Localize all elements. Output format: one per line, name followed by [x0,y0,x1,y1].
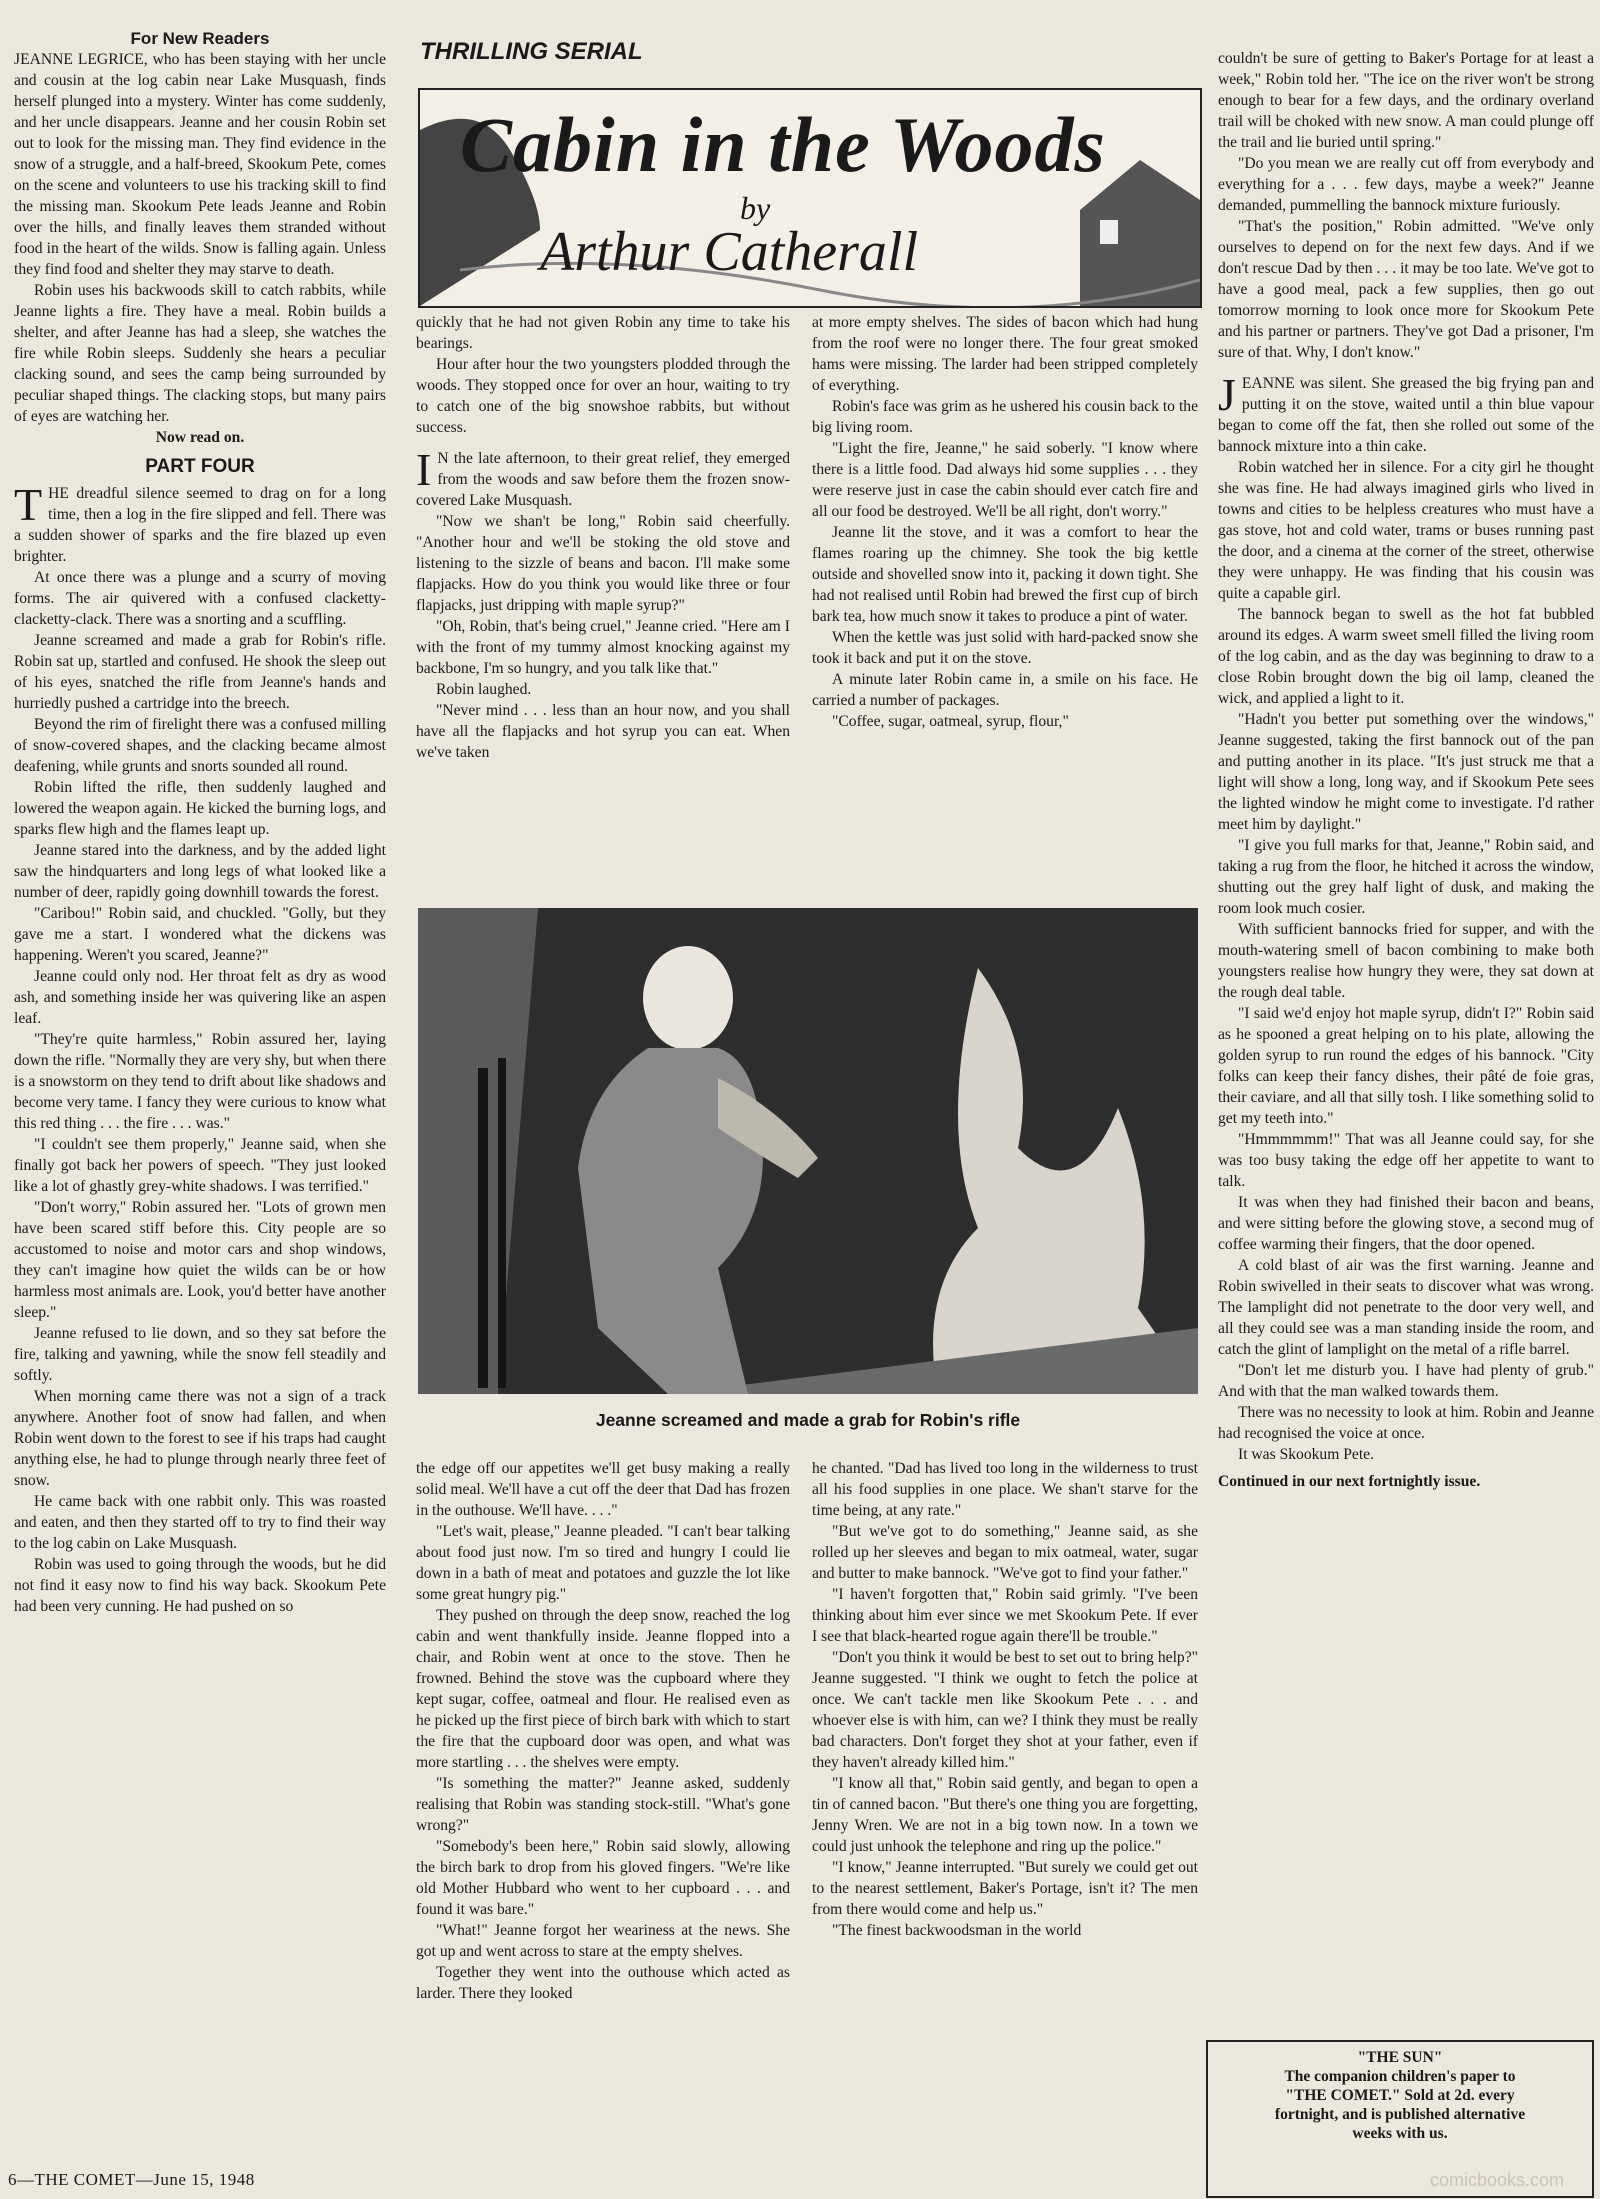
column-4 [1218,48,1594,1492]
paragraph: It was when they had finished their bacon and beans, and were sitting before the glowing stove, a second mug of coffee warming their fingers, that the door opened. [1218,1194,1594,1253]
paragraph: It was Skookum Pete. [1238,1446,1375,1463]
page-footer: 6—THE COMET—June 15, 1948 [8,2170,255,2189]
paragraph: "Somebody's been here," Robin said slowly, allowing the birch bark to drop from his gloved fingers. "We're like old Mother Hubbard who went to her cupboard . . . and found it was bare." [416,1838,790,1918]
paragraph: Robin laughed. [436,681,532,698]
watermark: comicbooks.com [1430,2170,1565,2190]
sun-line: "THE COMET." Sold at 2d. every [1285,2087,1515,2104]
paragraph: "I haven't forgotten that," Robin said grimly. "I've been thinking about him ever since we met Skookum Pete. If ever I see that black-hearted rogue again there'll be trouble." [812,1586,1198,1645]
read-on: Now read on. [155,429,245,446]
continued-note: Continued in our next fortnightly issue. [1218,1473,1481,1490]
paragraph: With sufficient bannocks fried for supper, and with the mouth-watering smell of bacon combining to make both youngsters realise how hungry they were, they sat down at the rough deal table. [1218,921,1594,1001]
paragraph: the edge off our appetites we'll get busy making a really solid meal. We'll have a cut off the deer that Dad has frozen in the outhouse. We'll have. . . ." [416,1460,790,1519]
paragraph: "Don't let me disturb you. I have had plenty of grub." And with that the man walked towards them. [1218,1362,1594,1400]
paragraph: "Hadn't you better put something over the windows," Jeanne suggested, taking the first bannock out of the pan and putting another in its place. "It's just struck me that a light will show a long, long way, and if Skookum Pete sees the lighted window he might come to investigate. I'd rather meet him by daylight." [1218,711,1594,833]
title-main: Cabin in the Woods [460,101,1106,188]
paragraph: When the kettle was just solid with hard-packed snow she took it back and put it on the stove. [812,629,1198,667]
paragraph: Robin watched her in silence. For a city girl he thought she was fine. He had always imagined girls who lived in towns and cities to be helpless creatures who must have a gas stove, hot and cold water, trams or buses running past the door, and a cinema at the corner of the street, otherwise they were unhappy. He was finding that his cousin was quite a capable girl. [1218,459,1594,602]
paragraph: A minute later Robin came in, a smile on his face. He carried a number of packages. [812,671,1198,709]
paragraph: couldn't be sure of getting to Baker's Portage for at least a week," Robin told her. "The ice on the river won't be strong enough to bear for a few days, and the ordinary overland trail will be choked with new snow. A man could plunge off the trail and lie buried until spring." [1218,50,1594,151]
serial-label: THRILLING SERIAL [420,38,643,65]
paragraph: When morning came there was not a sign of a track anywhere. Another foot of snow had fallen, and when Robin went down to the forest to see if his traps had caught anything else, he had to plunge through nearly three feet of snow. [14,1388,386,1489]
column-2-bottom [416,1458,790,2004]
paragraph: "I give you full marks for that, Jeanne," Robin said, and taking a rug from the floor, he hitched it across the window, shutting out the grey half light of dusk, and making the room look much cosier. [1218,837,1594,917]
part-heading: PART FOUR [145,456,255,477]
paragraph: Robin lifted the rifle, then suddenly laughed and lowered the weapon again. He kicked the burning logs, and sparks flew high and the flames leapt up. [14,779,386,838]
paragraph: Hour after hour the two youngsters plodded through the woods. They stopped once for over an hour, waiting to try to catch one of the big snowshoe rabbits, but without success. [416,356,790,436]
dropcap: J [1218,369,1236,420]
paragraph: Beyond the rim of firelight there was a confused milling of snow-covered shapes, and the clacking became almost deafening, while grunts and snorts sounded all round. [14,716,386,775]
column-3-top [812,312,1198,732]
paragraph: The bannock began to swell as the hot fat bubbled around its edges. A warm sweet smell filled the living room of the log cabin, and as the day was beginning to draw to a close Robin brought down the big oil lamp, cleaned the wick, and applied a light to it. [1218,606,1594,707]
paragraph: "Coffee, sugar, oatmeal, syrup, flour," [832,713,1069,730]
paragraph: "Don't you think it would be best to set out to bring help?" Jeanne suggested. "I think we ought to fetch the police at once. We can't tackle men like Skookum Pete . . . and whoever else is with him, can we? I think they must be really bad characters. Don't forget they shot at your father, even if they haven't already killed him." [812,1649,1198,1771]
paragraph: "I couldn't see them properly," Jeanne said, when she finally got back her powers of speech. "They just looked like a lot of ghastly grey-white shadows. I was terrified." [14,1136,386,1195]
dropcap: I [416,444,432,495]
recap-text-1: JEANNE LEGRICE, who has been staying with her uncle and cousin at the log cabin near Lake Musquash, finds herself plunged into a mystery. Winter has come suddenly, and her uncle disappears. Jeanne and her cousin Robin set out to look for the missing man. They find evidence in the snow of a struggle, and a half-breed, Skookum Pete, comes on the scene and volunteers to use his tracking skill to find the missing man. Skookum Pete leads Jeanne and Robin over the hills, and finally leaves them stranded without food in the heart of the wilds. Snow is falling again. Unless they find food and shelter they may starve to death. [14,51,386,278]
illustration-caption: Jeanne screamed and made a grab for Robin's rifle [595,1410,1021,1430]
paragraph: "But we've got to do something," Jeanne said, as she rolled up her sleeves and began to mix oatmeal, water, sugar and butter to make bannock. "We've got to find your father." [812,1523,1198,1582]
paragraph: Robin's face was grim as he ushered his cousin back to the big living room. [812,398,1198,436]
title-by: by [740,190,771,226]
sun-line: The companion children's paper to [1284,2068,1516,2085]
column-2-top [416,312,790,763]
recap-heading: For New Readers [130,29,270,48]
paragraph: "Oh, Robin, that's being cruel," Jeanne cried. "Here am I with the front of my tummy almost knocking against my backbone, I'm so hungry, and you talk like that." [416,618,790,677]
paragraph: They pushed on through the deep snow, reached the log cabin and went thankfully inside. Jeanne flopped into a chair, and Robin went at once to the stove. Then he frowned. Behind the stove was the cupboard where they kept sugar, coffee, oatmeal and flour. He realised even as he picked up the first piece of birch bark with which to start the fire that the cupboard door was open, and what was more startling . . . the shelves were empty. [416,1607,790,1771]
paragraph: There was no necessity to look at him. Robin and Jeanne had recognised the voice at once. [1218,1404,1594,1442]
sun-line: weeks with us. [1352,2125,1448,2142]
paragraph: "The finest backwoodsman in the world [832,1922,1082,1939]
paragraph: EANNE was silent. She greased the big frying pan and putting it on the stove, waited until a thin blue vapour began to come off the fat, then she rolled out some of the bannock mixture into a thin cake. [1218,375,1594,455]
title-author: Arthur Catherall [540,221,919,283]
paragraph: "Never mind . . . less than an hour now, and you shall have all the flapjacks and hot syrup you can eat. When we've taken [416,702,790,761]
paragraph: "Do you mean we are really cut off from everybody and everything for a . . . few days, maybe a week?" Jeanne demanded, pummelling the bannock mixture furiously. [1218,155,1594,214]
paragraph: Jeanne lit the stove, and it was a comfort to hear the flames roaring up the chimney. She took the big kettle outside and shovelled snow into it, packing it down tight. She had not realised until Robin had brewed the first cup of birch bark tea, how much snow it takes to produce a pint of water. [812,524,1198,625]
paragraph: "I said we'd enjoy hot maple syrup, didn't I?" Robin said as he spooned a great helping on to his plate, allowing the golden syrup to run round the edges of his bannock. "City folks can keep their fancy dishes, their pâté de foie gras, their caviare, and all that silly tosh. I like something solid to get my teeth into." [1218,1005,1594,1127]
paragraph: quickly that he had not given Robin any time to take his bearings. [416,314,790,352]
paragraph: Together they went into the outhouse which acted as larder. There they looked [416,1964,790,2002]
illustration-drawing [418,908,1198,1394]
paragraph: "They're quite harmless," Robin assured her, laying down the rifle. "Normally they are very shy, but when there is a snowstorm on they tend to drift about like shadows and become very tame. I fancy they were curious to know what this red thing . . . the fire . . . was." [14,1031,386,1132]
column-3-bottom [812,1458,1198,1941]
dropcap: T [14,479,43,530]
paragraph: Jeanne could only nod. Her throat felt as dry as wood ash, and something inside her was quivering like an aspen leaf. [14,968,386,1027]
recap-text-2: Robin uses his backwoods skill to catch rabbits, while Jeanne lights a fire. They have a meal. Robin builds a shelter, and after Jeanne has had a sleep, she watches the fire while Robin sleeps. Suddenly she hears a peculiar clacking sound, and sees the camp being surrounded by peculiar shaped things. The clacking stops, but many pairs of eyes are watching her. [14,282,386,425]
sun-title: "THE SUN" [1357,2049,1443,2066]
paragraph: Jeanne refused to lie down, and so they sat before the fire, talking and yawning, while the snow fell steadily and softly. [14,1325,386,1384]
story-illustration [418,908,1198,1394]
sun-line: fortnight, and is published alternative [1274,2106,1526,2123]
column-1 [14,28,386,1617]
paragraph: "Now we shan't be long," Robin said cheerfully. "Another hour and we'll be stoking the old stove and listening to the sizzle of beans and bacon. I'll make some flapjacks. How do you think you would like three or four flapjacks, just dripping with maple syrup?" [416,513,790,614]
paragraph: At once there was a plunge and a scurry of moving forms. The air quivered with a confused clacketty-clacketty-clack. There was a snorting and a scuffling. [14,569,386,628]
paragraph: "What!" Jeanne forgot her weariness at the news. She got up and went across to stare at the empty shelves. [416,1922,790,1960]
paragraph: "I know all that," Robin said gently, and began to open a tin of canned bacon. "But there's one thing you are forgetting, Jenny Wren. We are not in a big town now. In a town we could just unhook the telephone and ring up the police." [812,1775,1198,1855]
paragraph: He came back with one rabbit only. This was roasted and eaten, and then they started off to try to find their way to the log cabin on Lake Musquash. [14,1493,386,1552]
paragraph: "Light the fire, Jeanne," he said soberly. "I know where there is a little food. Dad always hid some supplies . . . they were reserve just in case the cabin should ever catch fire and all our food be destroyed. We'll be all right, don't worry." [812,440,1198,520]
paragraph: Robin was used to going through the woods, but he did not find it easy now to find his way back. Skookum Pete had been very cunning. He had pushed on so [14,1556,386,1615]
paragraph: "Is something the matter?" Jeanne asked, suddenly realising that Robin was standing stock-still. "What's gone wrong?" [416,1775,790,1834]
paragraph: "That's the position," Robin admitted. "We've only ourselves to depend on for the next few days. And if we don't rescue Dad by then . . . it may be too late. We've got to have a good meal, pack a few supplies, then go out tomorrow morning to look once more for Skookum Pete and his partner or partners. They've got Dad a prisoner, I'm sure of that. Why, I don't know." [1218,218,1594,361]
paragraph: N the late afternoon, to their great relief, they emerged from the woods and saw before them the frozen snow-covered Lake Musquash. [416,450,790,509]
paragraph: HE dreadful silence seemed to drag on for a long time, then a log in the fire slipped and fell. There was a sudden shower of sparks and the fire blazed up even brighter. [14,485,386,565]
title-panel [418,88,1202,308]
paragraph: "Don't worry," Robin assured her. "Lots of grown men have been scared stiff before this. City people are so accustomed to noise and motor cars and shop windows, they can't imagine how quiet the wilds can be or how harmless most animals are. Look, you'd better have another sleep." [14,1199,386,1321]
paragraph: he chanted. "Dad has lived too long in the wilderness to trust all his food supplies in one place. We shan't starve for the time being, at any rate." [812,1460,1198,1519]
paragraph: "I know," Jeanne interrupted. "But surely we could get out to the nearest settlement, Baker's Portage, isn't it? The men from there would come and help us." [812,1859,1198,1918]
paragraph: "Caribou!" Robin said, and chuckled. "Golly, but they gave me a start. I wondered what the dickens was happening. Weren't you scared, Jeanne?" [14,905,386,964]
paragraph: Jeanne stared into the darkness, and by the added light saw the hindquarters and long legs of what looked like a number of deer, rapidly going downhill towards the forest. [14,842,386,901]
paragraph: A cold blast of air was the first warning. Jeanne and Robin swivelled in their seats to discover what was wrong. The lamplight did not penetrate to the door very well, and all they could see was a man standing inside the room, and catch the glint of lamplight on the metal of a rifle barrel. [1218,1257,1594,1358]
paragraph: "Let's wait, please," Jeanne pleaded. "I can't bear talking about food just now. I'm so tired and hungry I could lie down in a bath of meat and potatoes and guzzle the lot like some great hungry pig." [416,1523,790,1603]
paragraph: "Hmmmmmm!" That was all Jeanne could say, for she was too busy taking the edge off her appetite to want to talk. [1218,1131,1594,1190]
paragraph: Jeanne screamed and made a grab for Robin's rifle. Robin sat up, startled and confused. He shook the sleep out of his eyes, snatched the rifle from Jeanne's hands and hurriedly pushed a cartridge into the breech. [14,632,386,712]
paragraph: at more empty shelves. The sides of bacon which had hung from the roof were no longer there. The four great smoked hams were missing. The larder had been stripped completely of everything. [812,314,1198,394]
